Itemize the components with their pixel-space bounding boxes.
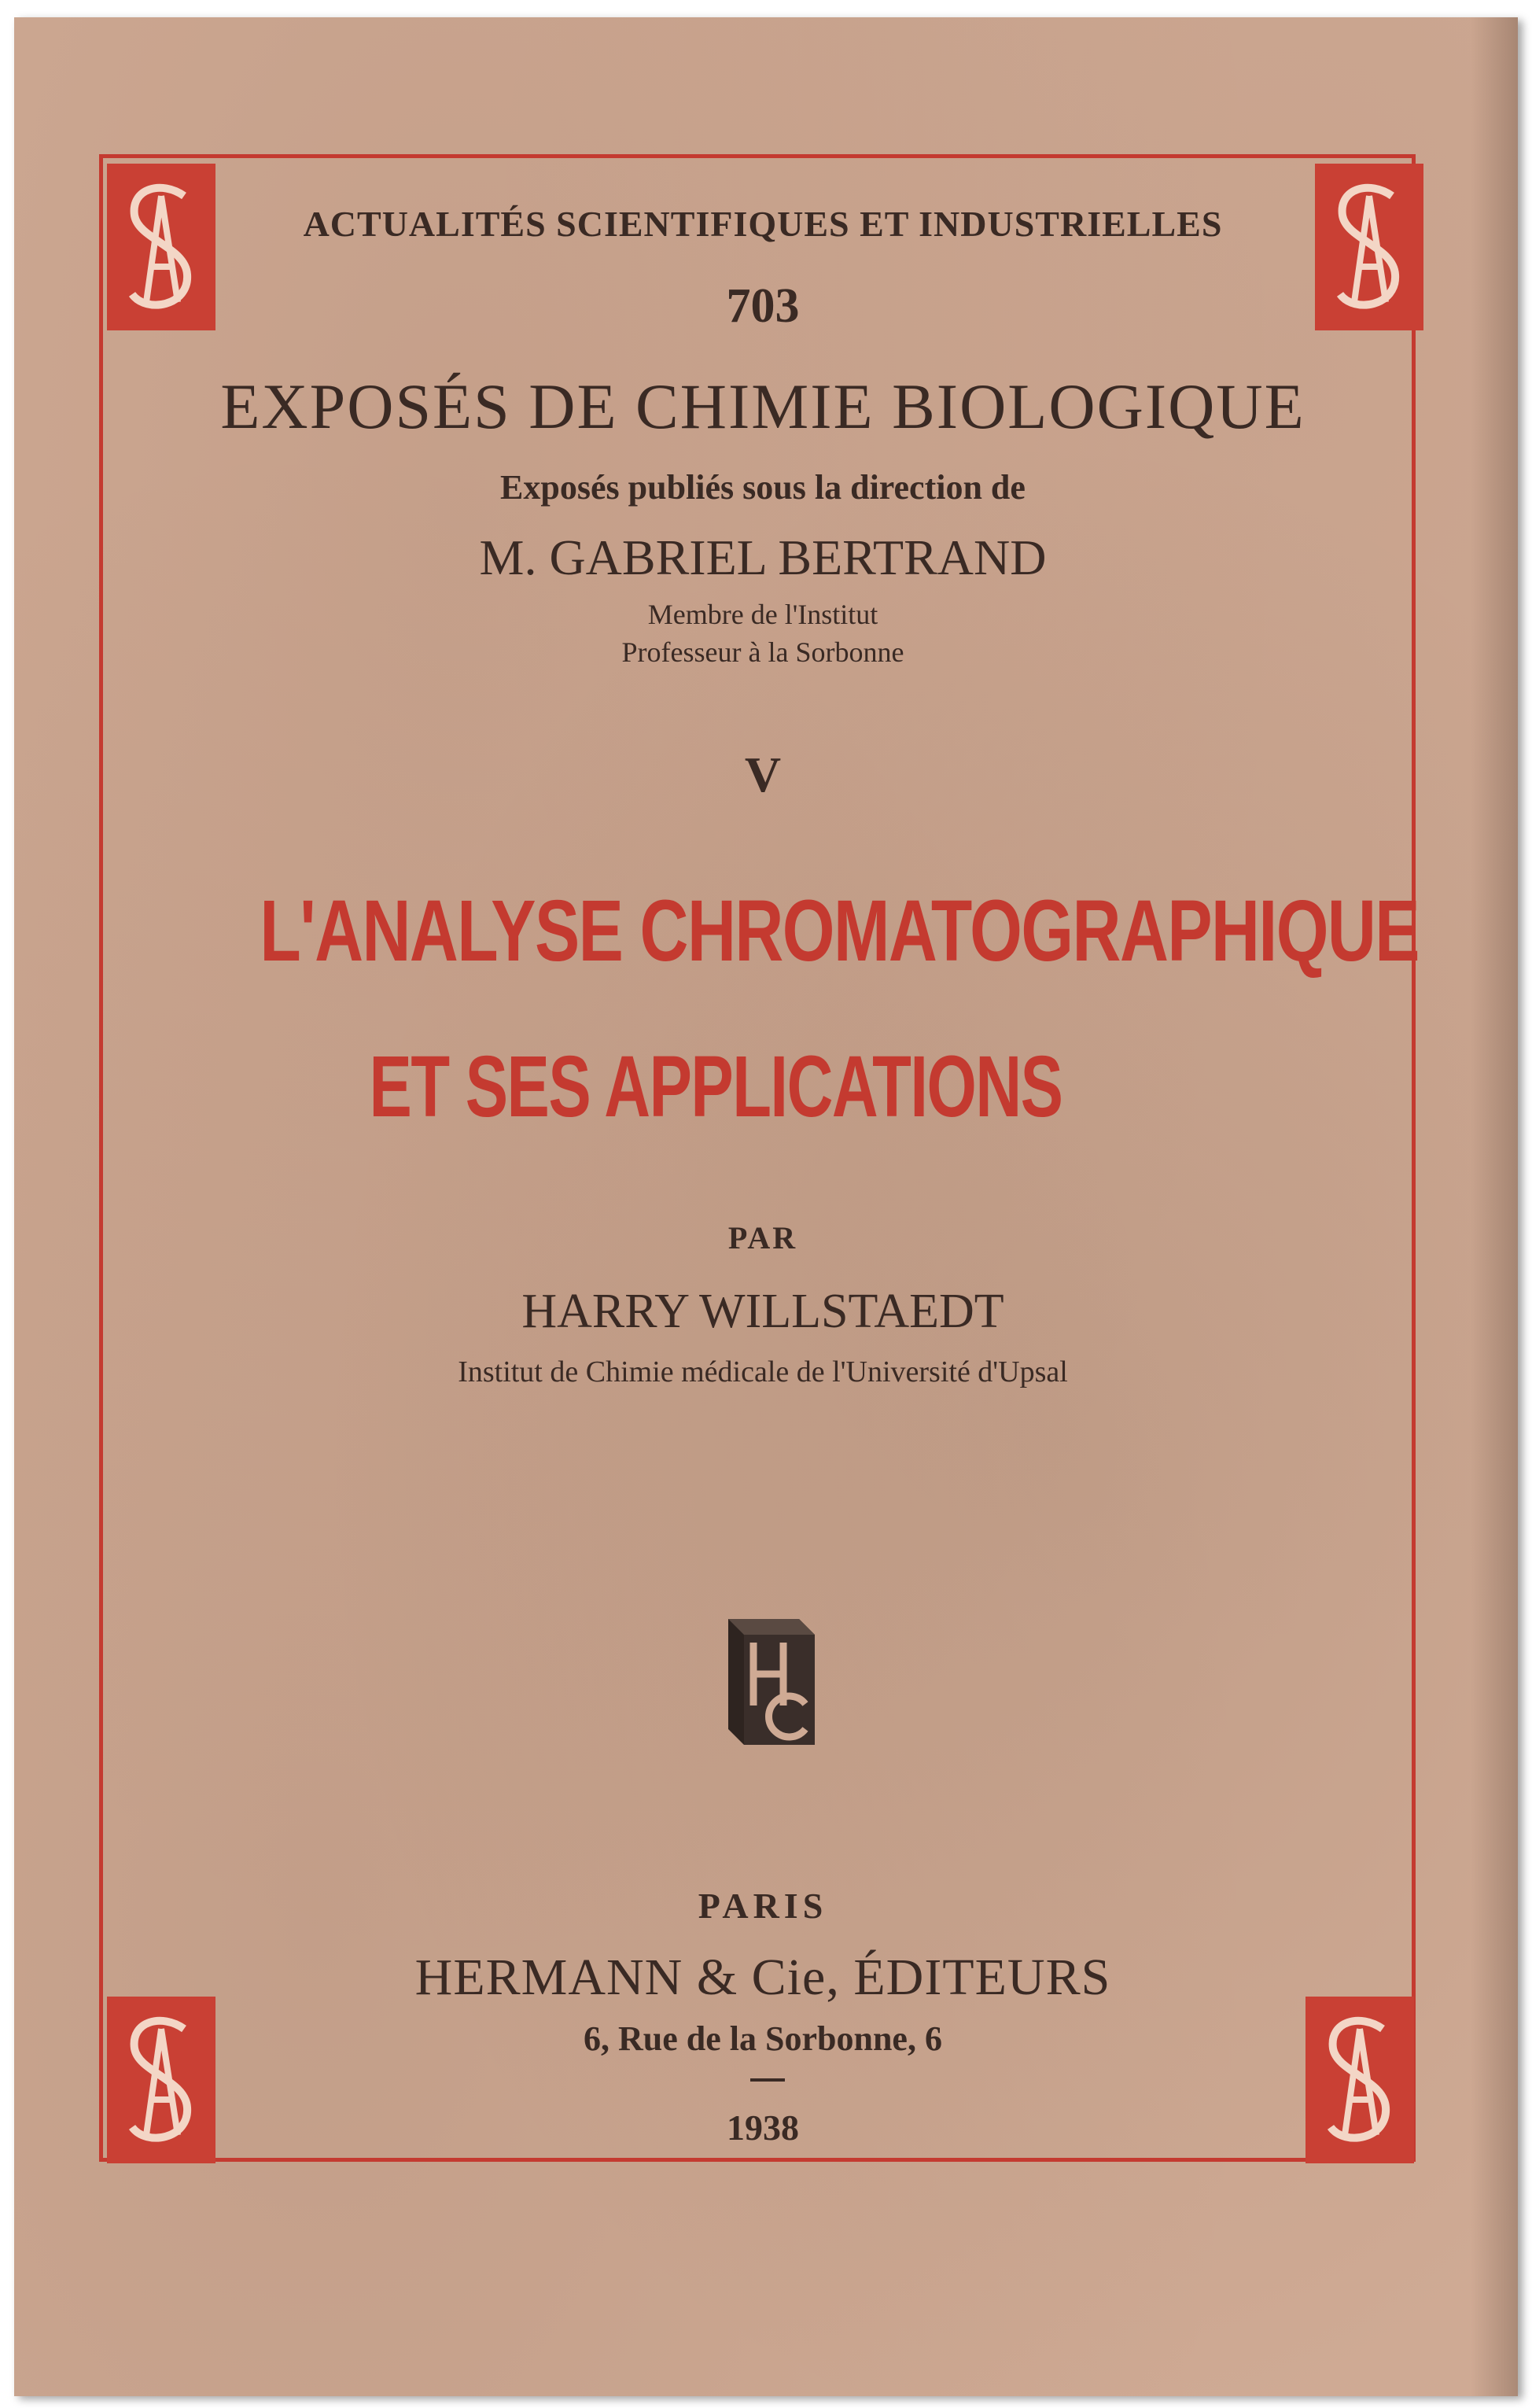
subseries-title: EXPOSÉS DE CHIMIE BIOLOGIQUE <box>220 371 1306 442</box>
director-role-1: Membre de l'Institut <box>647 599 878 630</box>
author-affiliation: Institut de Chimie médicale de l'Université d'Upsal <box>458 1355 1068 1388</box>
director-name: M. GABRIEL BERTRAND <box>479 529 1047 585</box>
red-border-frame <box>99 154 1419 2162</box>
book-title-line-1: L'ANALYSE CHROMATOGRAPHIQUE <box>260 883 1419 979</box>
imprint-divider <box>750 2078 785 2082</box>
imprint-address: 6, Rue de la Sorbonne, 6 <box>584 2019 942 2058</box>
imprint-publisher: HERMANN & Cie, ÉDITEURS <box>414 1949 1111 2006</box>
volume-number: V <box>744 747 782 802</box>
author-name: HARRY WILLSTAEDT <box>521 1285 1004 1338</box>
hc-monogram-icon <box>713 1611 819 1750</box>
by-label: PAR <box>727 1220 798 1256</box>
book-title-line-2: ET SES APPLICATIONS <box>369 1038 1062 1135</box>
series-title: ACTUALITÉS SCIENTIFIQUES ET INDUSTRIELLES <box>303 204 1223 244</box>
imprint-city: PARIS <box>698 1886 828 1926</box>
publisher-logo <box>713 1611 819 1750</box>
imprint-year: 1938 <box>727 2107 799 2148</box>
series-number: 703 <box>726 279 800 333</box>
director-role-2: Professeur à la Sorbonne <box>621 636 904 668</box>
direction-line: Exposés publiés sous la direction de <box>500 468 1026 507</box>
